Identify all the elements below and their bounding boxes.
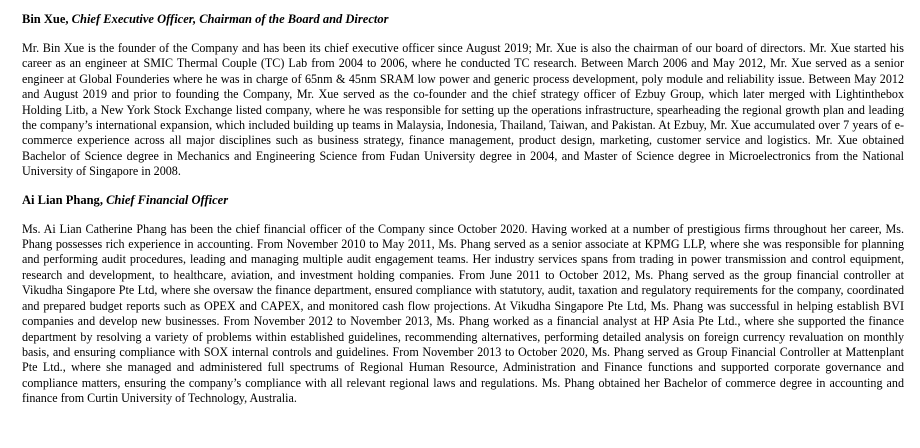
- bio-heading: Ai Lian Phang, Chief Financial Officer: [22, 192, 229, 207]
- person-title: Chief Financial Officer: [106, 192, 229, 207]
- person-title: Chief Executive Officer, Chairman of the Board and Director: [71, 12, 389, 26]
- bio-paragraph: Mr. Bin Xue is the founder of the Company and has been its chief executive officer since August 2019; Mr. Xue is also the chairman of our board of directors. Mr. Xue started his career as an engineer at SMIC Thermal Couple (TC) Lab from 2004 to 2006, where he conducted TC research. Between March 2006 and May 2012, Mr. Xue served as a senior engineer at Global Founderies where he was in charge of 65nm & 45nm SRAM low power and generic process development, poly module and reliability issue. Between May 2012 and August 2019 and prior to founding the Company, Mr. Xue served as the co-founder and the chief strategy officer of Ezbuy Group, which later merged with Lightinthebox Holding Litb, a New York Stock Exchange listed company, where he was responsible for setting up the operations infrastructure, spearheading the regional growth plan and leading the company’s international expansion, which included building up teams in Malaysia, Indonesia, Thailand, Taiwan, and Pakistan. At Ezbuy, Mr. Xue accumulated over 7 years of e-commerce experience across all major disciplines such as business strategy, finance management, product design, marketing, customer service and logistics. Mr. Xue obtained Bachelor of Science degree in Mechanics and Engineering Science from Fudan University degree in 2004, and Master of Science degree in Microelectronics from the National University of Singapore in 2008.: [22, 41, 904, 179]
- bio-section-ai-lian-phang: [22, 192, 904, 407]
- bio-paragraph: Ms. Ai Lian Catherine Phang has been the chief financial officer of the Company since October 2020. Having worked at a number of prestigious firms throughout her career, Ms. Phang possesses rich experience in accounting. From November 2010 to May 2011, Ms. Phang served as a senior associate at KPMG LLP, where she was responsible for planning and performing audit procedures, leading and managing multiple audit engagement teams. Her industry services spans from trading in power transmission and control equipment, research and development, to healthcare, aviation, and investment holding companies. From June 2011 to October 2012, Ms. Phang served as the group financial controller at Vikudha Singapore Pte Ltd, where she oversaw the finance department, ensured compliance with statutory, audit, taxation and regulatory requirements for the company, coordinated and prepared budget reports such as OPEX and CAPEX, and monitored cash flow projections. At Vikudha Singapore Pte Ltd, Ms. Phang was successful in helping establish BVI companies and develop new businesses. From November 2012 to November 2013, Ms. Phang worked as a financial analyst at HP Asia Pte Ltd., where she supported the finance department by resolving a variety of problems within established guidelines, recommending alternatives, performing detailed analysis on foreign currency revaluation on monthly basis, and ensuring compliance with SOX internal controls and guidelines. From November 2013 to October 2020, Ms. Phang served as Group Financial Controller at Mattenplant Pte Ltd., where she managed and administered full spectrums of Regional Human Resource, Administration and Finance functions and supported corporate governance and compliance matters, ensuring the company’s compliance with all relevant regional laws and regulations. Ms. Phang obtained her Bachelor of commerce degree in accounting and finance from Curtin University of Technology, Australia.: [22, 221, 904, 406]
- person-name: Bin Xue: [22, 12, 66, 26]
- bio-section-bin-xue: [22, 11, 904, 180]
- person-name: Ai Lian Phang: [22, 192, 100, 207]
- bio-heading: Bin Xue, Chief Executive Officer, Chairman of the Board and Director: [22, 12, 389, 26]
